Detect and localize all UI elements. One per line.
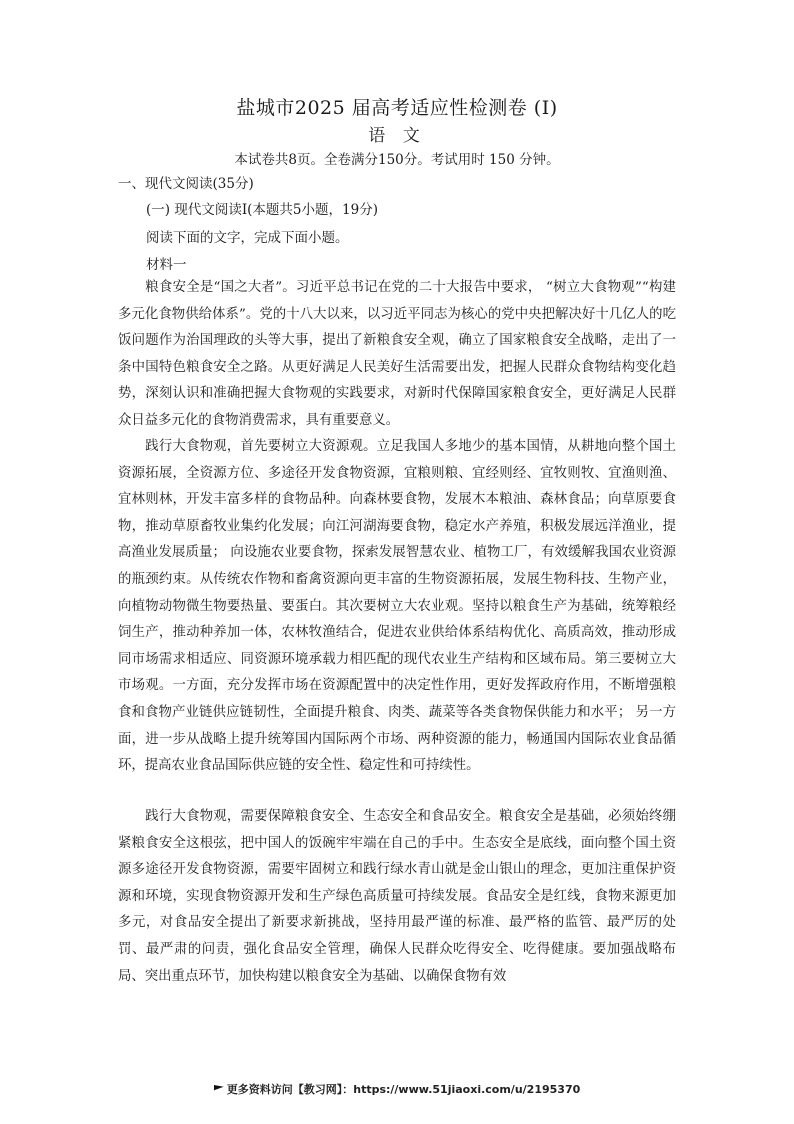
paragraph-1: 粮食安全是“国之大者”。习近平总书记在党的二十大报告中要求， “树立大食物观”“构建多元化食物供给体系”。党的十八大以来，以习近平同志为核心的党中央把解决好十几亿人的吃饭问题作为治国理政的头等大事，提出了新粮食安全观，确立了国家粮食安全战略，走出了一条中国特色粮食安全之路。从更好满足人民美好生活需要出发，把握人民群众食物结构变化趋势，深刻认识和准确把握大食物观的实践要求，对新时代保障国家粮食安全，更好满足人民群众日益多元化的食物消费需求，具有重要意义。: [118, 280, 676, 428]
flag-icon: [214, 1085, 224, 1094]
subject-title: 语 文: [368, 126, 426, 146]
subsection-heading: (一) 现代文阅读Ⅰ(本题共5小题，19分): [146, 202, 378, 218]
paragraph-3: 践行大食物观，需要保障粮食安全、生态安全和食品安全。粮食安全是基础，必须始终绷紧粮食安全这根弦，把中国人的饭碗牢牢端在自己的手中。生态安全是底线，面向整个国土资源多途径开发食物资源，需要牢固树立和践行绿水青山就是金山银山的理念，更加注重保护资源和环境，实现食物资源开发和生产绿色高质量可持续发展。食品安全是红线，食物来源更加多元，对食品安全提出了新要求新挑战，坚持用最严谨的标准、最严格的监管、最严厉的处罚、最严肃的问责，强化食品安全管理，确保人民群众吃得安全、吃得健康。要加强战略布局、突出重点环节，加快构建以粮食安全为基础、以确保食物有效: [118, 809, 676, 984]
paragraph-2: 践行大食物观，首先要树立大资源观。立足我国人多地少的基本国情，从耕地向整个国土资源拓展，全资源方位、多途径开发食物资源，宜粮则粮、宜经则经、宜牧则牧、宜渔则渔、宜林则林，开发丰富多样的食物品种。向森林要食物，发展木本粮油、森林食品；向草原要食物，推动草原畜牧业集约化发展；向江河湖海要食物，稳定水产养殖，积极发展远洋渔业，提高渔业发展质量； 向设施农业要食物，探索发展智慧农业、植物工厂，有效缓解我国农业资源的瓶颈约束。从传统农作物和畜禽资源向更丰富的生物资源拓展，发展生物科技、生物产业，向植物动物微生物要热量、要蛋白。其次要树立大农业观。坚持以粮食生产为基础，统筹粮经饲生产，推动种养加一体，农林牧渔结合，促进农业供给体系结构优化、高质高效，推动形成同市场需求相适应、同资源环境承载力相匹配的现代农业生产结构和区域布局。第三要树立大市场观。一方面，充分发挥市场在资源配置中的决定性作用，更好发挥政府作用，不断增强粮食和食物产业链供应链韧性，全面提升粮食、肉类、蔬菜等各类食物保供能力和水平； 另一方面，进一步从战略上提升统筹国内国际两个市场、两种资源的能力，畅通国内国际农业食品循环，提高农业食品国际供应链的安全性、稳定性和可持续性。: [118, 439, 676, 774]
material-label: 材料一: [146, 257, 187, 273]
exam-title: 盐城市2025 届高考适应性检测卷 (I): [236, 97, 558, 119]
footer-text[interactable]: 更多资料访问【教习网】：https://www.51jiaoxi.com/u/2195370: [226, 1083, 581, 1096]
footer-link[interactable]: [0, 1081, 794, 1097]
exam-info: 本试卷共8页。全卷满分150分。考试用时 150 分钟。: [234, 152, 560, 168]
section-heading: 一、现代文阅读(35分): [118, 176, 254, 192]
reading-instruction: 阅读下面的文字，完成下面小题。: [146, 230, 349, 246]
